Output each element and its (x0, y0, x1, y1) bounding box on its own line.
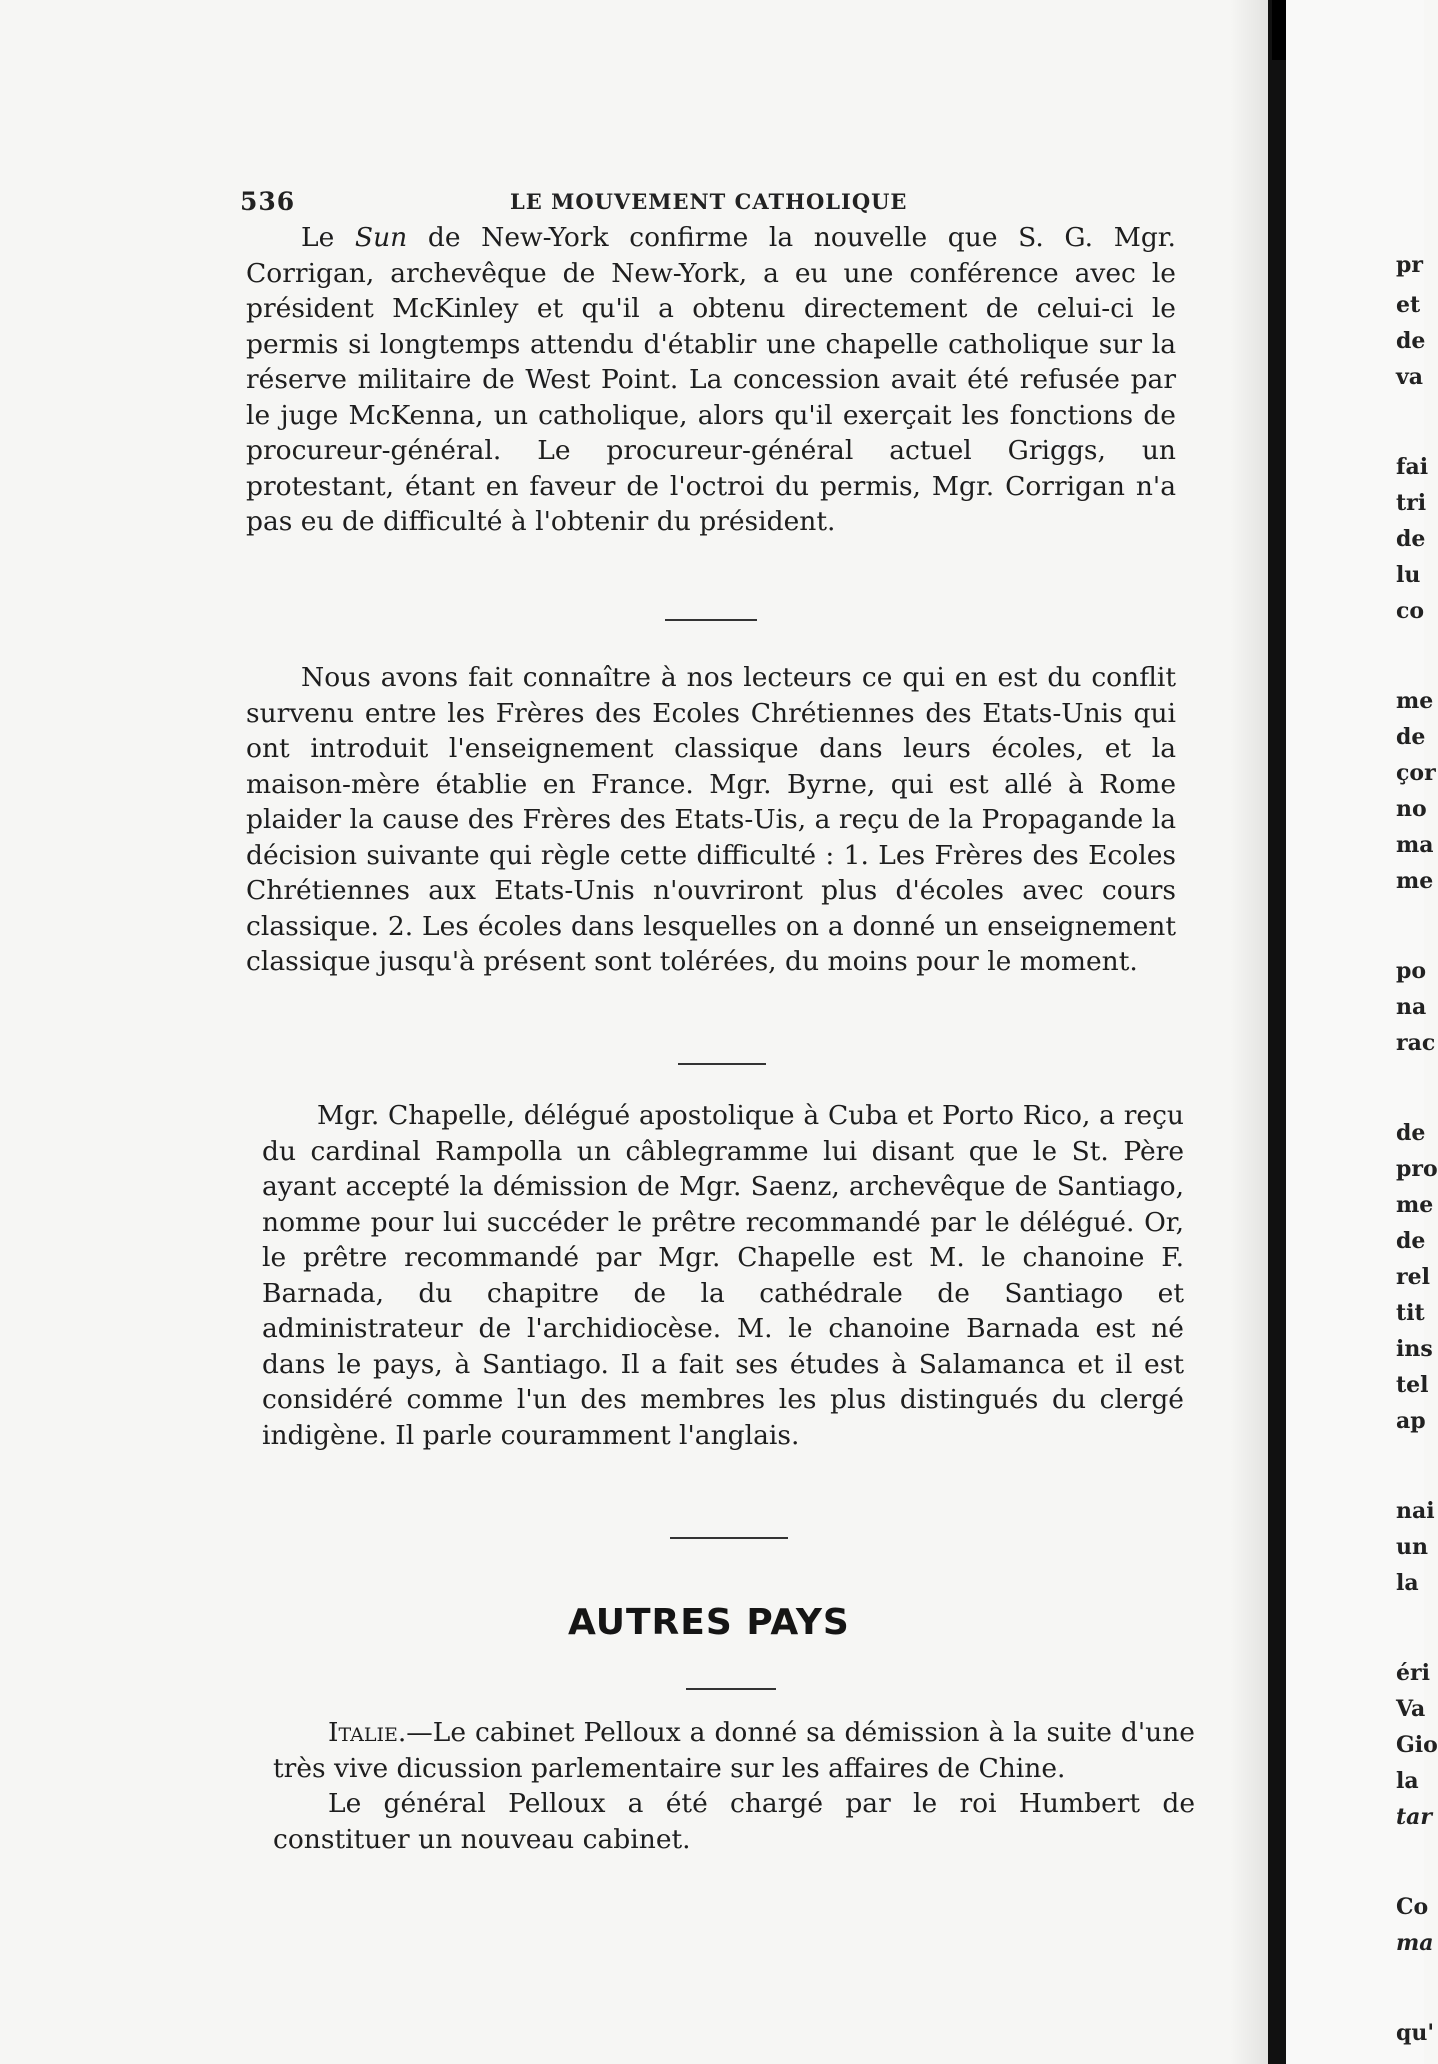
book-gutter (1268, 0, 1286, 2064)
separator-rule (670, 1537, 788, 1539)
facing-page-fragment: de (1396, 1120, 1426, 1146)
facing-page-fragment: ma (1396, 832, 1434, 858)
facing-page-fragment: ma (1396, 1930, 1434, 1956)
paragraph-chapelle: Mgr. Chapelle, délégué apostolique à Cuba et Porto Rico, a reçu du cardinal Rampolla un câblegramme lui disant que le St. Père ayant accepté la démission de Mgr. Saenz, archevêque de Santiago, nomme pour lui succéder le prêtre recommandé par le délégué. Or, le prêtre recommandé par Mgr. Chapelle est M. le chanoine F. Barnada, du chapitre de la cathédrale de Santiago et administrateur de l'archidiocèse. M. le chanoine Barnada est né dans le pays, à Santiago. Il a fait ses études à Salamanca et il est considéré comme l'un des membres les plus distingués du clergé indigène. Il parle couramment l'anglais. (262, 1100, 1184, 1451)
facing-page-fragment: de (1396, 526, 1426, 552)
facing-page-fragment: çor (1396, 760, 1436, 786)
facing-page-fragment: Gio (1396, 1732, 1438, 1758)
facing-page (1286, 0, 1438, 2064)
facing-page-fragment: me (1396, 868, 1434, 894)
paragraph-text: —Le cabinet Pelloux a donné sa démission à la suite d'une très vive dicussion parlementaire sur les affaires de Chine. (273, 1717, 1195, 1784)
facing-page-fragment: rac (1396, 1030, 1436, 1056)
facing-page-fragment: tel (1396, 1372, 1429, 1398)
facing-page-fragment: ins (1396, 1336, 1433, 1362)
facing-page-fragment: fai (1396, 454, 1429, 480)
facing-page-fragment: nai (1396, 1498, 1435, 1524)
paragraph-pelloux: Le général Pelloux a été chargé par le roi Humbert de constituer un nouveau cabinet. (273, 1788, 1195, 1855)
facing-page-fragment: la (1396, 1570, 1419, 1596)
facing-page-fragment: tit (1396, 1300, 1425, 1326)
paragraph-text: de New-York confirme la nouvelle que S. G. Mgr. Corrigan, archevêque de New-York, a eu une conférence avec le président McKinley et qu'il a obtenu directement de celui-ci le permis si longtemps attendu d'établir une chapelle catholique sur la réserve militaire de West Point. La concession avait été refusée par le juge McKenna, un catholique, alors qu'il exerçait les fonctions de procureur-général. Le procureur-général actuel Griggs, un protestant, étant en faveur de l'octroi du permis, Mgr. Corrigan n'a pas eu de difficulté à l'obtenir du président. (246, 222, 1176, 537)
facing-page-fragment: tar (1396, 1804, 1433, 1830)
facing-page-fragment: pro (1396, 1156, 1438, 1182)
paragraph-freres: Nous avons fait connaître à nos lecteurs ce qui en est du conflit survenu entre les Frères des Ecoles Chrétiennes des Etats-Unis qui ont introduit l'enseignement classique dans leurs écoles, et la maison-mère établie en France. Mgr. Byrne, qui est allé à Rome plaider la cause des Frères des Etats-Uis, a reçu de la Propagande la décision suivante qui règle cette difficulté : 1. Les Frères des Ecoles Chrétiennes aux Etats-Unis n'ouvriront plus d'écoles avec cours classique. 2. Les écoles dans lesquelles on a donné un enseignement classique jusqu'à présent sont tolérées, du moins pour le moment. (246, 662, 1176, 977)
paragraph-text: Le (301, 222, 355, 253)
facing-page-fragment: la (1396, 1768, 1419, 1794)
paragraph-corrigan (246, 220, 1176, 540)
country-label: Italie. (328, 1717, 407, 1748)
facing-page-fragment: Va (1396, 1696, 1426, 1722)
newspaper-title: Sun (354, 222, 408, 253)
facing-page-fragment: me (1396, 688, 1434, 714)
gutter-mark (1272, 0, 1286, 60)
facing-page-fragment: me (1396, 1192, 1434, 1218)
facing-page-fragment: de (1396, 724, 1426, 750)
separator-rule (665, 619, 757, 621)
page-fold-shadow (1230, 0, 1268, 2064)
section-title: AUTRES PAYS (568, 1602, 850, 1643)
facing-page-fragment: no (1396, 796, 1427, 822)
paragraph-italie (273, 1715, 1195, 1786)
running-title: LE MOUVEMENT CATHOLIQUE (510, 189, 908, 214)
facing-page-fragment: co (1396, 598, 1425, 624)
facing-page-fragment: po (1396, 958, 1427, 984)
separator-rule (686, 1688, 776, 1690)
facing-page-fragment: na (1396, 994, 1427, 1020)
facing-page-fragment: ap (1396, 1408, 1426, 1434)
facing-page-fragment: va (1396, 364, 1424, 390)
facing-page-fragment: tri (1396, 490, 1427, 516)
facing-page-fragment: et (1396, 292, 1421, 318)
facing-page-fragment: rel (1396, 1264, 1430, 1290)
facing-page-fragment: de (1396, 328, 1426, 354)
facing-page-fragment: éri (1396, 1660, 1430, 1686)
facing-page-fragment: un (1396, 1534, 1428, 1560)
page-number: 536 (240, 187, 296, 216)
separator-rule (678, 1063, 766, 1065)
facing-page-fragment: lu (1396, 562, 1421, 588)
facing-page-fragment: pr (1396, 252, 1423, 278)
facing-page-fragment: de (1396, 1228, 1426, 1254)
facing-page-fragment: qu' (1396, 2020, 1435, 2046)
facing-page-fragment: Co (1396, 1894, 1429, 1920)
page-header (240, 187, 1160, 217)
